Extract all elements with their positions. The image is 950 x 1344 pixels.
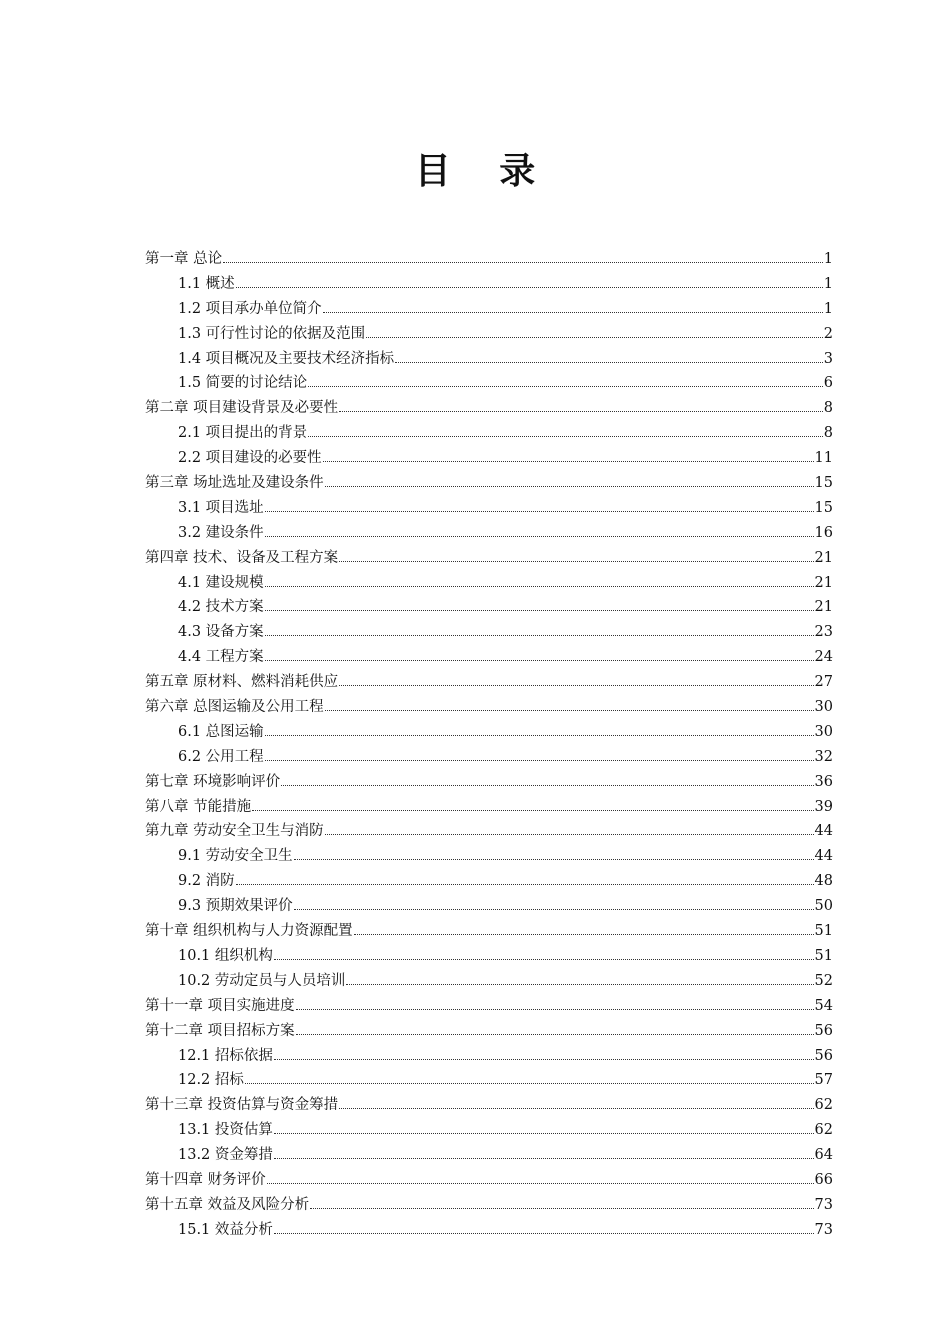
- toc-entry-label: 4.1 建设规模: [178, 574, 264, 591]
- toc-chapter-entry[interactable]: [145, 1168, 833, 1193]
- toc-entry-label: 9.1 劳动安全卫生: [178, 848, 293, 865]
- toc-dot-leader: [395, 362, 823, 363]
- toc-section-entry[interactable]: [145, 745, 833, 770]
- toc-section-entry[interactable]: [145, 496, 833, 521]
- toc-entry-label: 1.1 概述: [178, 275, 235, 292]
- toc-chapter-entry[interactable]: [145, 819, 833, 844]
- toc-entry-label: 9.3 预期效果评价: [178, 898, 293, 915]
- toc-dot-leader: [274, 1233, 814, 1234]
- toc-dot-leader: [294, 859, 814, 860]
- toc-dot-leader: [339, 685, 813, 686]
- toc-page-number: 73: [814, 1196, 833, 1213]
- toc-dot-leader: [310, 1208, 813, 1209]
- toc-entry-label: 第九章 劳动安全卫生与消防: [145, 823, 324, 840]
- toc-dot-leader: [354, 934, 814, 935]
- toc-section-entry[interactable]: [145, 1218, 833, 1243]
- toc-page-number: 1: [823, 275, 833, 292]
- toc-page-number: 62: [814, 1097, 833, 1114]
- toc-entry-label: 3.1 项目选址: [178, 499, 264, 516]
- toc-page-number: 2: [823, 325, 833, 342]
- toc-dot-leader: [325, 834, 814, 835]
- toc-section-entry[interactable]: [145, 1044, 833, 1069]
- toc-page-number: 32: [814, 748, 833, 765]
- toc-page-number: 36: [814, 773, 833, 790]
- toc-dot-leader: [274, 1059, 814, 1060]
- toc-page-number: 21: [814, 574, 833, 591]
- toc-entry-label: 第十章 组织机构与人力资源配置: [145, 923, 353, 940]
- toc-dot-leader: [223, 262, 823, 263]
- toc-entry-label: 第十一章 项目实施进度: [145, 997, 295, 1014]
- toc-dot-leader: [265, 610, 814, 611]
- toc-chapter-entry[interactable]: [145, 1093, 833, 1118]
- toc-page-number: 8: [823, 425, 833, 442]
- toc-page-number: 66: [814, 1171, 833, 1188]
- toc-entry-label: 3.2 建设条件: [178, 524, 264, 541]
- toc-page-number: 62: [814, 1122, 833, 1139]
- toc-dot-leader: [339, 561, 813, 562]
- toc-entry-label: 1.5 简要的讨论结论: [178, 375, 308, 392]
- toc-dot-leader: [236, 884, 814, 885]
- toc-section-entry[interactable]: [145, 371, 833, 396]
- toc-page-number: 11: [814, 450, 833, 467]
- toc-chapter-entry[interactable]: [145, 1019, 833, 1044]
- toc-page-number: 56: [814, 1047, 833, 1064]
- toc-entry-label: 10.2 劳动定员与人员培训: [178, 972, 346, 989]
- toc-dot-leader: [265, 660, 814, 661]
- toc-dot-leader: [308, 436, 823, 437]
- toc-dot-leader: [245, 1083, 814, 1084]
- toc-entry-label: 1.4 项目概况及主要技术经济指标: [178, 350, 395, 367]
- toc-dot-leader: [323, 461, 814, 462]
- toc-page-number: 51: [814, 923, 833, 940]
- page-title: 目 录: [414, 151, 554, 192]
- toc-section-entry[interactable]: [145, 297, 833, 322]
- toc-entry-label: 4.2 技术方案: [178, 599, 264, 616]
- toc-entry-label: 12.2 招标: [178, 1072, 244, 1089]
- toc-entry-label: 1.2 项目承办单位简介: [178, 300, 322, 317]
- toc-page-number: 23: [814, 624, 833, 641]
- toc-dot-leader: [296, 1034, 814, 1035]
- toc-dot-leader: [274, 959, 814, 960]
- toc-section-entry[interactable]: [145, 620, 833, 645]
- toc-section-entry[interactable]: [145, 1068, 833, 1093]
- toc-section-entry[interactable]: [145, 272, 833, 297]
- toc-page-number: 6: [823, 375, 833, 392]
- toc-page-number: 52: [814, 972, 833, 989]
- toc-page-number: 1: [823, 300, 833, 317]
- toc-entry-label: 6.1 总图运输: [178, 723, 264, 740]
- toc-dot-leader: [339, 1108, 813, 1109]
- toc-entry-label: 第二章 项目建设背景及必要性: [145, 400, 339, 417]
- toc-page-number: 15: [814, 475, 833, 492]
- toc-entry-label: 1.3 可行性讨论的依据及范围: [178, 325, 366, 342]
- toc-section-entry[interactable]: [145, 1143, 833, 1168]
- toc-section-entry[interactable]: [145, 446, 833, 471]
- toc-section-entry[interactable]: [145, 571, 833, 596]
- toc-section-entry[interactable]: [145, 944, 833, 969]
- toc-page-number: 39: [814, 798, 833, 815]
- toc-entry-label: 第五章 原材料、燃料消耗供应: [145, 674, 339, 691]
- toc-dot-leader: [236, 287, 823, 288]
- toc-section-entry[interactable]: [145, 322, 833, 347]
- toc-section-entry[interactable]: [145, 595, 833, 620]
- toc-chapter-entry[interactable]: [145, 247, 833, 272]
- toc-chapter-entry[interactable]: [145, 396, 833, 421]
- toc-dot-leader: [325, 710, 814, 711]
- toc-entry-label: 15.1 效益分析: [178, 1221, 273, 1238]
- toc-page-number: 44: [814, 823, 833, 840]
- toc-page-number: 27: [814, 674, 833, 691]
- toc-dot-leader: [366, 337, 823, 338]
- toc-entry-label: 第三章 场址选址及建设条件: [145, 475, 324, 492]
- toc-chapter-entry[interactable]: [145, 770, 833, 795]
- toc-section-entry[interactable]: [145, 645, 833, 670]
- toc-entry-label: 第十三章 投资估算与资金筹措: [145, 1097, 339, 1114]
- toc-chapter-entry[interactable]: [145, 546, 833, 571]
- toc-section-entry[interactable]: [145, 844, 833, 869]
- toc-entry-label: 2.2 项目建设的必要性: [178, 450, 322, 467]
- toc-page-number: 50: [814, 898, 833, 915]
- toc-entry-label: 第六章 总图运输及公用工程: [145, 699, 324, 716]
- toc-page-number: 64: [814, 1147, 833, 1164]
- toc-page-number: 15: [814, 499, 833, 516]
- toc-entry-label: 第八章 节能措施: [145, 798, 252, 815]
- toc-dot-leader: [265, 586, 814, 587]
- toc-entry-label: 第十五章 效益及风险分析: [145, 1196, 310, 1213]
- toc-entry-label: 9.2 消防: [178, 873, 235, 890]
- toc-entry-label: 13.1 投资估算: [178, 1122, 273, 1139]
- toc-page-number: 56: [814, 1022, 833, 1039]
- toc-page-number: 51: [814, 947, 833, 964]
- toc-page-number: 21: [814, 549, 833, 566]
- toc-entry-label: 第十二章 项目招标方案: [145, 1022, 295, 1039]
- toc-section-entry[interactable]: [145, 421, 833, 446]
- toc-page-number: 21: [814, 599, 833, 616]
- toc-entry-label: 2.1 项目提出的背景: [178, 425, 308, 442]
- toc-entry-label: 第四章 技术、设备及工程方案: [145, 549, 339, 566]
- toc-dot-leader: [265, 536, 814, 537]
- toc-chapter-entry[interactable]: [145, 670, 833, 695]
- toc-entry-label: 4.3 设备方案: [178, 624, 264, 641]
- toc-dot-leader: [265, 635, 814, 636]
- toc-page-number: 1: [823, 251, 833, 267]
- toc-entry-label: 4.4 工程方案: [178, 649, 264, 666]
- toc-chapter-entry[interactable]: [145, 471, 833, 496]
- toc-entry-label: 13.2 资金筹措: [178, 1147, 273, 1164]
- toc-section-entry[interactable]: [145, 869, 833, 894]
- toc-dot-leader: [294, 909, 814, 910]
- toc-page-number: 48: [814, 873, 833, 890]
- toc-dot-leader: [274, 1133, 814, 1134]
- toc-page-number: 30: [814, 723, 833, 740]
- toc-dot-leader: [323, 312, 823, 313]
- toc-page-number: 73: [814, 1221, 833, 1238]
- toc-entry-label: 10.1 组织机构: [178, 947, 273, 964]
- toc-page-number: 16: [814, 524, 833, 541]
- toc-dot-leader: [346, 984, 813, 985]
- toc-entry-label: 第一章 总论: [145, 251, 223, 267]
- toc-dot-leader: [252, 810, 813, 811]
- toc-entry-label: 第十四章 财务评价: [145, 1171, 266, 1188]
- toc-page-number: 30: [814, 699, 833, 716]
- toc-section-entry[interactable]: [145, 347, 833, 372]
- toc-entry-label: 第七章 环境影响评价: [145, 773, 281, 790]
- toc-entry-label: 6.2 公用工程: [178, 748, 264, 765]
- table-of-contents: [145, 247, 833, 1243]
- toc-dot-leader: [281, 785, 813, 786]
- toc-page-number: 24: [814, 649, 833, 666]
- toc-dot-leader: [265, 760, 814, 761]
- toc-page-number: 3: [823, 350, 833, 367]
- toc-dot-leader: [308, 386, 823, 387]
- toc-section-entry[interactable]: [145, 969, 833, 994]
- toc-dot-leader: [339, 411, 823, 412]
- toc-dot-leader: [325, 486, 814, 487]
- toc-chapter-entry[interactable]: [145, 919, 833, 944]
- toc-dot-leader: [265, 511, 814, 512]
- toc-chapter-entry[interactable]: [145, 795, 833, 820]
- toc-chapter-entry[interactable]: [145, 695, 833, 720]
- toc-entry-label: 12.1 招标依据: [178, 1047, 273, 1064]
- toc-page-number: 8: [823, 400, 833, 417]
- toc-page-number: 57: [814, 1072, 833, 1089]
- toc-dot-leader: [265, 735, 814, 736]
- toc-section-entry[interactable]: [145, 894, 833, 919]
- toc-chapter-entry[interactable]: [145, 1193, 833, 1218]
- toc-page-number: 44: [814, 848, 833, 865]
- toc-page-number: 54: [814, 997, 833, 1014]
- toc-dot-leader: [267, 1183, 814, 1184]
- toc-section-entry[interactable]: [145, 1118, 833, 1143]
- toc-section-entry[interactable]: [145, 521, 833, 546]
- toc-dot-leader: [274, 1158, 814, 1159]
- toc-dot-leader: [296, 1009, 814, 1010]
- toc-section-entry[interactable]: [145, 720, 833, 745]
- toc-chapter-entry[interactable]: [145, 994, 833, 1019]
